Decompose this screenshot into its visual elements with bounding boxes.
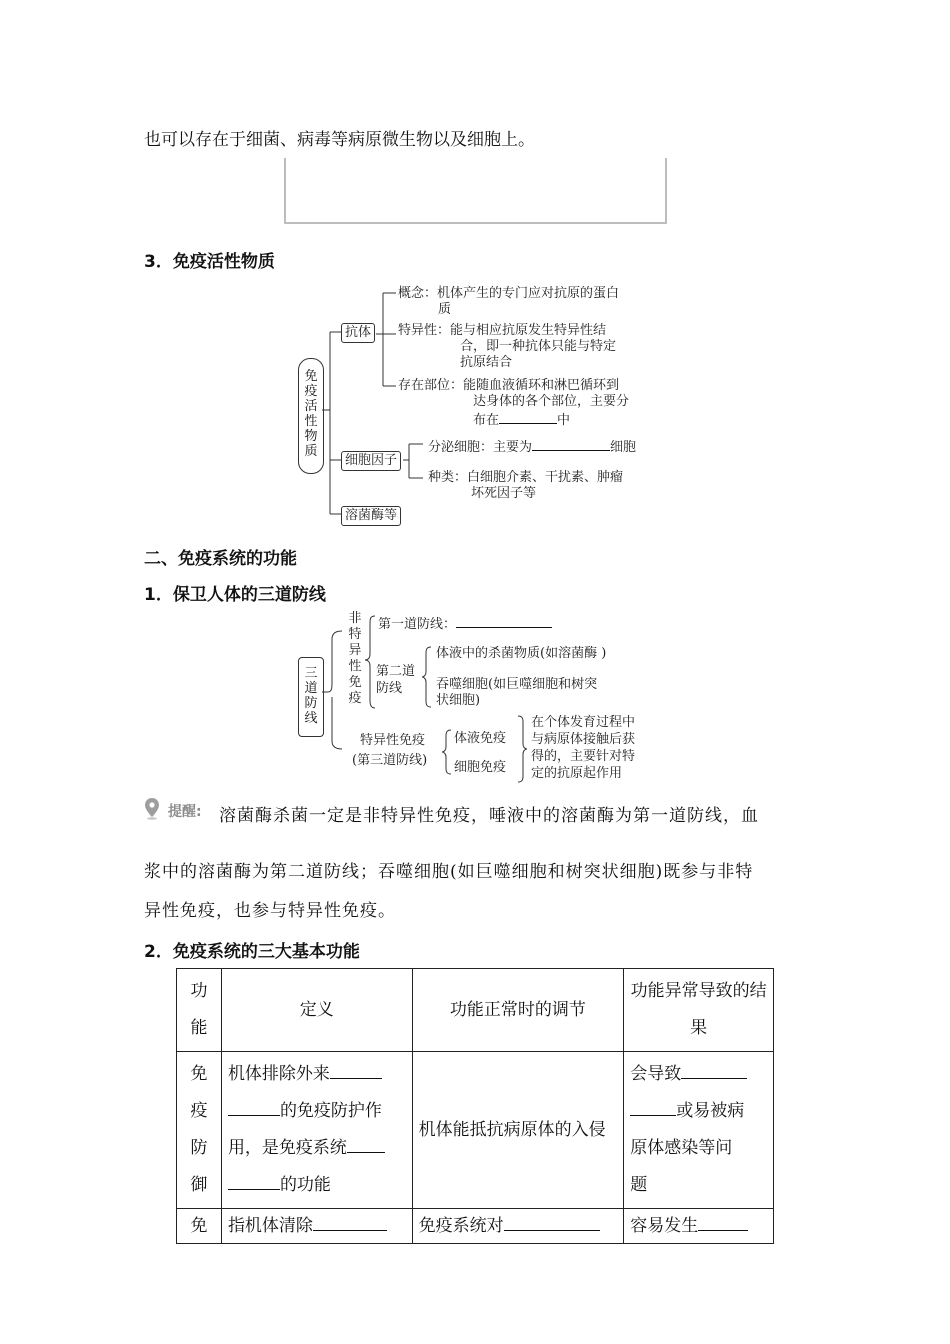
second-line-bracket — [420, 645, 434, 711]
definition-blank[interactable] — [347, 1135, 385, 1153]
abnormal-line: 或易被病 — [676, 1101, 745, 1121]
root-char: 线 — [304, 711, 318, 726]
secrete-line — [428, 437, 636, 456]
location-prefix: 布在 — [473, 413, 500, 428]
specificity-line-3: 抗原结合 — [460, 355, 513, 370]
specificity-line-2: 合，即一种抗体只能与特定 — [460, 339, 617, 354]
definition-line: 指机体清除 — [227, 1216, 313, 1236]
normal-blank[interactable] — [504, 1213, 600, 1231]
cellular-immunity: 细胞免疫 — [454, 760, 507, 775]
root-char: 三 — [304, 666, 318, 681]
abnormal-blank[interactable] — [630, 1098, 676, 1116]
abnormal-line: 原体感染等问 — [630, 1138, 733, 1158]
header-function: 功能 — [190, 981, 208, 1038]
second-line-label-2: 防线 — [376, 681, 403, 696]
abnormal-cell — [624, 1052, 774, 1209]
acquired-line-1: 在个体发育过程中 — [531, 715, 636, 730]
function-cell — [177, 1052, 222, 1209]
cytokine-bracket — [403, 440, 425, 482]
header-normal: 功能正常时的调节 — [449, 999, 586, 1020]
root-char: 质 — [304, 444, 318, 459]
antibody-box: 抗体 — [341, 323, 375, 343]
root-char: 疫 — [304, 384, 318, 399]
root-bracket — [322, 320, 344, 520]
location-blank[interactable] — [499, 410, 557, 424]
tip-line-3: 异性免疫，也参与特异性免疫。 — [144, 901, 396, 921]
function-char: 免 — [190, 1064, 208, 1084]
root-char: 免 — [304, 369, 318, 384]
acquired-line-4: 定的抗原起作用 — [531, 766, 623, 781]
kinds-line-2: 坏死因子等 — [471, 486, 537, 501]
definition-line: 的功能 — [279, 1175, 331, 1195]
normal-cell — [412, 1052, 624, 1209]
specificity-line-1: 特异性：能与相应抗原发生特异性结 — [398, 323, 607, 338]
functions-table — [176, 968, 774, 1244]
subsection-1-heading: 1．保卫人体的三道防线 — [144, 585, 326, 605]
definition-cell — [221, 1052, 412, 1209]
function-char: 御 — [190, 1175, 208, 1195]
phagocyte-line-1: 吞噬细胞(如巨噬细胞和树突 — [436, 677, 598, 692]
nonspecific-char: 异 — [348, 643, 362, 658]
specific-bracket — [440, 728, 454, 778]
definition-blank[interactable] — [313, 1213, 387, 1231]
function-cell — [177, 1209, 222, 1244]
abnormal-line: 会导致 — [630, 1064, 682, 1084]
secrete-blank[interactable] — [532, 437, 610, 451]
root-char: 性 — [304, 414, 318, 429]
location-line-2: 达身体的各个部位，主要分 — [473, 394, 630, 409]
table-header-row — [177, 969, 774, 1052]
nonspecific-char: 疫 — [348, 691, 362, 706]
definition-cell — [221, 1209, 412, 1244]
specific-immunity-label-2: (第三道防线) — [352, 753, 428, 768]
nonspecific-char: 特 — [348, 627, 362, 642]
abnormal-blank[interactable] — [681, 1061, 747, 1079]
acquired-line-2: 与病原体接触后获 — [531, 732, 636, 747]
abnormal-cell — [624, 1209, 774, 1244]
acquired-line-3: 得的，主要针对特 — [531, 749, 636, 764]
nonspecific-char: 性 — [348, 659, 362, 674]
cytokine-box: 细胞因子 — [341, 451, 401, 471]
definition-blank[interactable] — [330, 1061, 382, 1079]
definition-line: 机体排除外来 — [227, 1064, 330, 1084]
header-abnormal: 功能异常导致的结果 — [630, 981, 767, 1038]
normal-text: 机体能抵抗病原体的入侵 — [418, 1119, 606, 1140]
definition-blank[interactable] — [228, 1098, 280, 1116]
phagocyte-line-2: 状细胞) — [436, 693, 481, 708]
root-char: 物 — [304, 429, 318, 444]
lysozyme-box: 溶菌酶等 — [341, 506, 401, 526]
function-char: 防 — [190, 1138, 208, 1158]
first-line-blank[interactable] — [456, 614, 552, 628]
root-char: 活 — [304, 399, 318, 414]
defense-root-box — [298, 657, 324, 737]
second-line-label-1: 第二道 — [376, 664, 416, 679]
acquired-bracket — [516, 714, 530, 784]
concept-line-2: 质 — [438, 302, 452, 317]
definition-line: 的免疫防护作 — [279, 1101, 382, 1121]
first-line-label: 第一道防线： — [378, 617, 457, 632]
first-line — [378, 614, 552, 633]
header-cell — [177, 969, 222, 1052]
secrete-suffix: 细胞 — [610, 440, 637, 455]
normal-cell — [412, 1209, 624, 1244]
normal-text: 免疫系统对 — [418, 1216, 504, 1236]
tip-line-2: 浆中的溶菌酶为第二道防线；吞噬细胞(如巨噬细胞和树突状细胞)既参与非特 — [144, 862, 754, 882]
section-3-heading: 3．免疫活性物质 — [144, 252, 275, 272]
nonspecific-char: 非 — [348, 611, 362, 626]
fluid-kill-text: 体液中的杀菌物质(如溶菌酶 ) — [436, 646, 607, 661]
location-line-1: 存在部位：能随血液循环和淋巴循环到 — [398, 378, 620, 393]
definition-line: 用，是免疫系统 — [227, 1138, 347, 1158]
table-row — [177, 1052, 774, 1209]
location-pin-icon — [143, 797, 161, 821]
header-definition: 定义 — [299, 999, 334, 1020]
header-cell — [624, 969, 774, 1052]
root-box — [298, 358, 324, 474]
subsection-2-heading: 2．免疫系统的三大基本功能 — [144, 942, 360, 962]
definition-blank[interactable] — [228, 1172, 280, 1190]
function-char: 免 — [190, 1216, 208, 1236]
secrete-prefix: 分泌细胞：主要为 — [428, 440, 533, 455]
abnormal-line: 题 — [630, 1175, 648, 1195]
location-line-3 — [473, 410, 570, 429]
concept-line-1: 概念：机体产生的专门应对抗原的蛋白 — [398, 286, 620, 301]
table-row — [177, 1209, 774, 1244]
header-cell — [221, 969, 412, 1052]
root-char: 防 — [304, 696, 318, 711]
abnormal-blank[interactable] — [698, 1213, 748, 1231]
function-char: 疫 — [190, 1101, 208, 1121]
intro-text: 也可以存在于细菌、病毒等病原微生物以及细胞上。 — [144, 130, 535, 150]
nonspecific-char: 免 — [348, 675, 362, 690]
abnormal-line: 容易发生 — [630, 1216, 699, 1236]
nonspecific-label — [347, 611, 363, 707]
kinds-line-1: 种类：白细胞介素、干扰素、肿瘤 — [428, 470, 624, 485]
header-cell — [412, 969, 624, 1052]
root-char: 道 — [304, 681, 318, 696]
specific-immunity-label-1: 特异性免疫 — [360, 733, 426, 748]
location-suffix: 中 — [557, 413, 571, 428]
antibody-bracket — [376, 290, 398, 390]
tip-line-1: 溶菌酶杀菌一定是非特异性免疫，唾液中的溶菌酶为第一道防线，血 — [219, 806, 759, 826]
tip-label: 提醒: — [168, 804, 202, 820]
empty-answer-box — [284, 158, 667, 224]
humoral-immunity: 体液免疫 — [454, 731, 507, 746]
section-2-heading: 二、免疫系统的功能 — [144, 549, 297, 569]
